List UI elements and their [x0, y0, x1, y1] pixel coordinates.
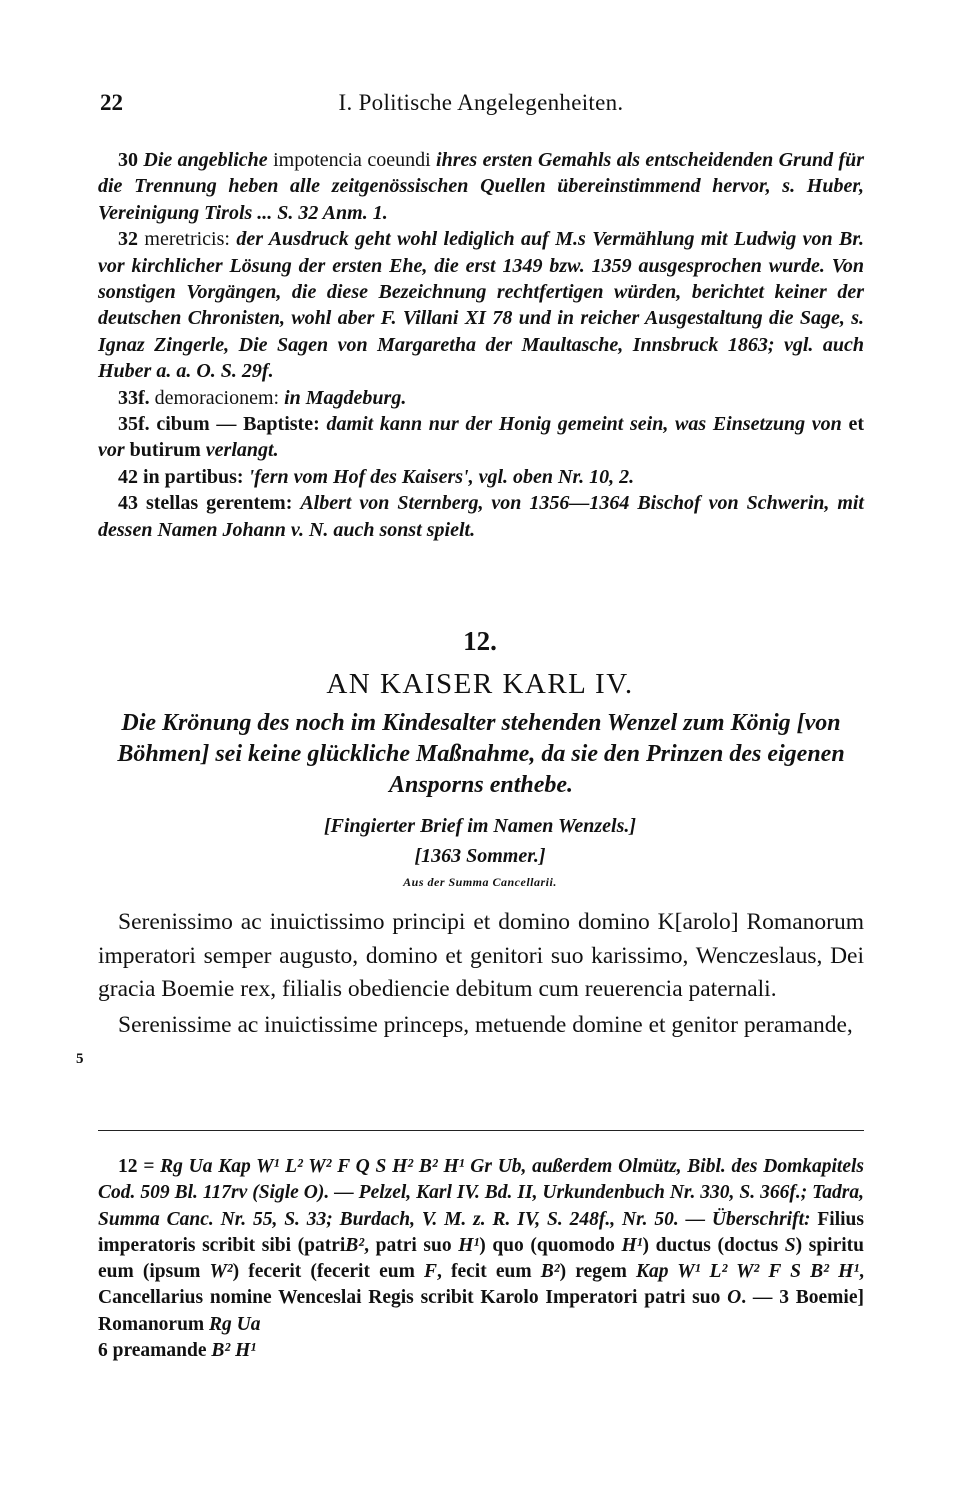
- note-lemma: cibum — Baptiste:: [156, 413, 320, 436]
- apparatus-entry: [98, 1154, 864, 1364]
- apparatus-separator: [98, 1130, 864, 1131]
- note-number: 30: [118, 149, 138, 171]
- critical-apparatus: [98, 1154, 864, 1364]
- note-lemma: meretricis:: [144, 228, 230, 251]
- document-summary: Die Krönung des noch im Kindesalter stehenden Wenzel zum König [von Böhmen] sei keine glückliche Maßnahme, da sie den Prinzen des eigenen Ansporns enthebe.: [117, 710, 845, 798]
- document-date: [1363 Sommer.]: [414, 845, 546, 867]
- apparatus-latin: , Cancellarius nomine Wenceslai Regis scribit Karolo Imperatori patri suo: [98, 1261, 865, 1309]
- document-addressee: AN KAISER KARL IV.: [326, 668, 634, 700]
- siglum: S: [784, 1234, 796, 1256]
- apparatus-latin: , patri suo: [364, 1234, 452, 1256]
- note-text: damit kann nur der Honig gemeint sein, was Einsetzung von: [326, 413, 842, 436]
- letter-opening: Serenissime ac inuictissime princeps, metuende domine et genitor peramande,: [118, 1011, 853, 1038]
- siglum: Rg Ua: [209, 1313, 261, 1335]
- note-number: 32: [118, 228, 138, 251]
- note-number: 43: [118, 492, 138, 515]
- note-number: 33f.: [118, 386, 150, 409]
- apparatus-latin: ) spiritu eum (ipsum: [98, 1234, 865, 1283]
- note-lemma: demoracionem:: [154, 386, 280, 409]
- note-number: 35f.: [118, 413, 150, 436]
- note-text: verlangt.: [205, 439, 279, 462]
- note-number: 42: [118, 465, 138, 488]
- siglum: B² H¹: [211, 1340, 257, 1362]
- fictitious-letter-note: [Fingierter Brief im Namen Wenzels.]: [323, 815, 637, 837]
- note-text: ihres ersten Gemahls als entscheidenden Grund für die Trennung heben alle zeitgenössischen Quellen übereinstimmend hervor, s. Huber, Vereinigung Tirols ... S. 32 Anm. 1.: [98, 149, 865, 224]
- siglum: H¹: [458, 1234, 480, 1256]
- note-32: [98, 226, 864, 384]
- note-text: 'fern vom Hof des Kaisers', vgl. oben Nr. 10, 2.: [248, 465, 635, 488]
- note-lemma-latin: impotencia coeundi: [273, 149, 431, 171]
- siglum: W²: [209, 1261, 233, 1283]
- running-title: I. Politische Angelegenheiten.: [338, 90, 624, 115]
- line-number: 5: [76, 1051, 84, 1067]
- document-number: 12.: [463, 626, 497, 656]
- note-lemma: in partibus:: [143, 465, 244, 488]
- apparatus-latin: 6 preamande: [98, 1340, 207, 1362]
- note-text: in Magdeburg.: [284, 386, 407, 409]
- siglum: H¹: [621, 1234, 643, 1256]
- apparatus-latin: ) fecerit (fecerit eum: [232, 1261, 415, 1283]
- note-text: vor: [98, 439, 125, 462]
- note-35f: [98, 411, 864, 464]
- document-source: Aus der Summa Cancellarii.: [403, 875, 557, 889]
- siglum: O: [727, 1287, 742, 1309]
- siglum: F: [423, 1261, 437, 1283]
- apparatus-latin: ) quo (quomodo: [479, 1234, 615, 1256]
- siglum: B²: [345, 1234, 365, 1256]
- commentary-notes: [98, 147, 864, 543]
- page-number: 22: [100, 90, 123, 115]
- note-42: [98, 464, 864, 490]
- note-latin-word: butirum: [129, 439, 201, 462]
- apparatus-latin: . — 3 Boemie] Romanorum: [98, 1287, 864, 1335]
- note-text: der Ausdruck geht wohl lediglich auf M.s Vermählung mit Ludwig von Br. vor kirchlicher Lösung der ersten Ehe, die erst 1349 bzw. 1359 ausgesprochen wurde. Von sonstigen Vorgängen, die diese Bezeichnung rechtfertigen würden, berichtet keiner der deutschen Chronisten, wohl aber F. Villani XI 78 und in reicher Ausgestaltung die Sage, s. Ignaz Zingerle, Die Sagen von Margaretha der Maultasche, Innsbruck 1863; vgl. auch Huber a. a. O. S. 29f.: [98, 228, 865, 383]
- note-43: [98, 490, 864, 543]
- note-lemma: stellas gerentem:: [145, 492, 293, 515]
- note-30: [98, 147, 864, 226]
- letter-salutation: Serenissimo ac inuictissimo principi et domino domino K[arolo] Romanorum imperatori semper augusto, domino et genitori suo karissimo, Wenczeslaus, Dei gracia Boemie rex, filialis obediencie debitum cum reuerencia paternali.: [98, 909, 864, 1002]
- running-head: [96, 90, 866, 126]
- note-text: Albert von Sternberg, von 1356—1364 Bischof von Schwerin, mit dessen Namen Johann v. N. auch sonst spielt.: [98, 492, 864, 541]
- apparatus-latin: , fecit eum: [436, 1261, 532, 1283]
- apparatus-latin: ) ductus (doctus: [642, 1234, 779, 1256]
- note-33f: [98, 385, 864, 411]
- apparatus-ref: 12: [118, 1156, 138, 1177]
- note-lemma: Die angebliche: [143, 149, 268, 171]
- letter-text: [98, 906, 864, 1042]
- apparatus-sources: = Rg Ua Kap W¹ L² W² F Q S H² B² H¹ Gr Ub, außerdem Olmütz, Bibl. des Domkapitels Cod. 509 Bl. 117rv (Sigle O). — Pelzel, Karl IV. Bd. II, Urkundenbuch Nr. 330, S. 366f.; Tadra, Summa Canc. Nr. 55, S. 33; Burdach, V. M. z. R. IV, S. 248f., Nr. 50. — Überschrift:: [98, 1156, 864, 1230]
- apparatus-latin: ) regem: [559, 1261, 627, 1283]
- siglum: B²: [540, 1261, 560, 1283]
- note-latin-word: et: [848, 413, 865, 436]
- siglum: Kap W¹ L² W² F S B² H¹: [635, 1261, 860, 1283]
- apparatus-heading-latin: Filius imperatoris scribit sibi (patri: [98, 1208, 864, 1256]
